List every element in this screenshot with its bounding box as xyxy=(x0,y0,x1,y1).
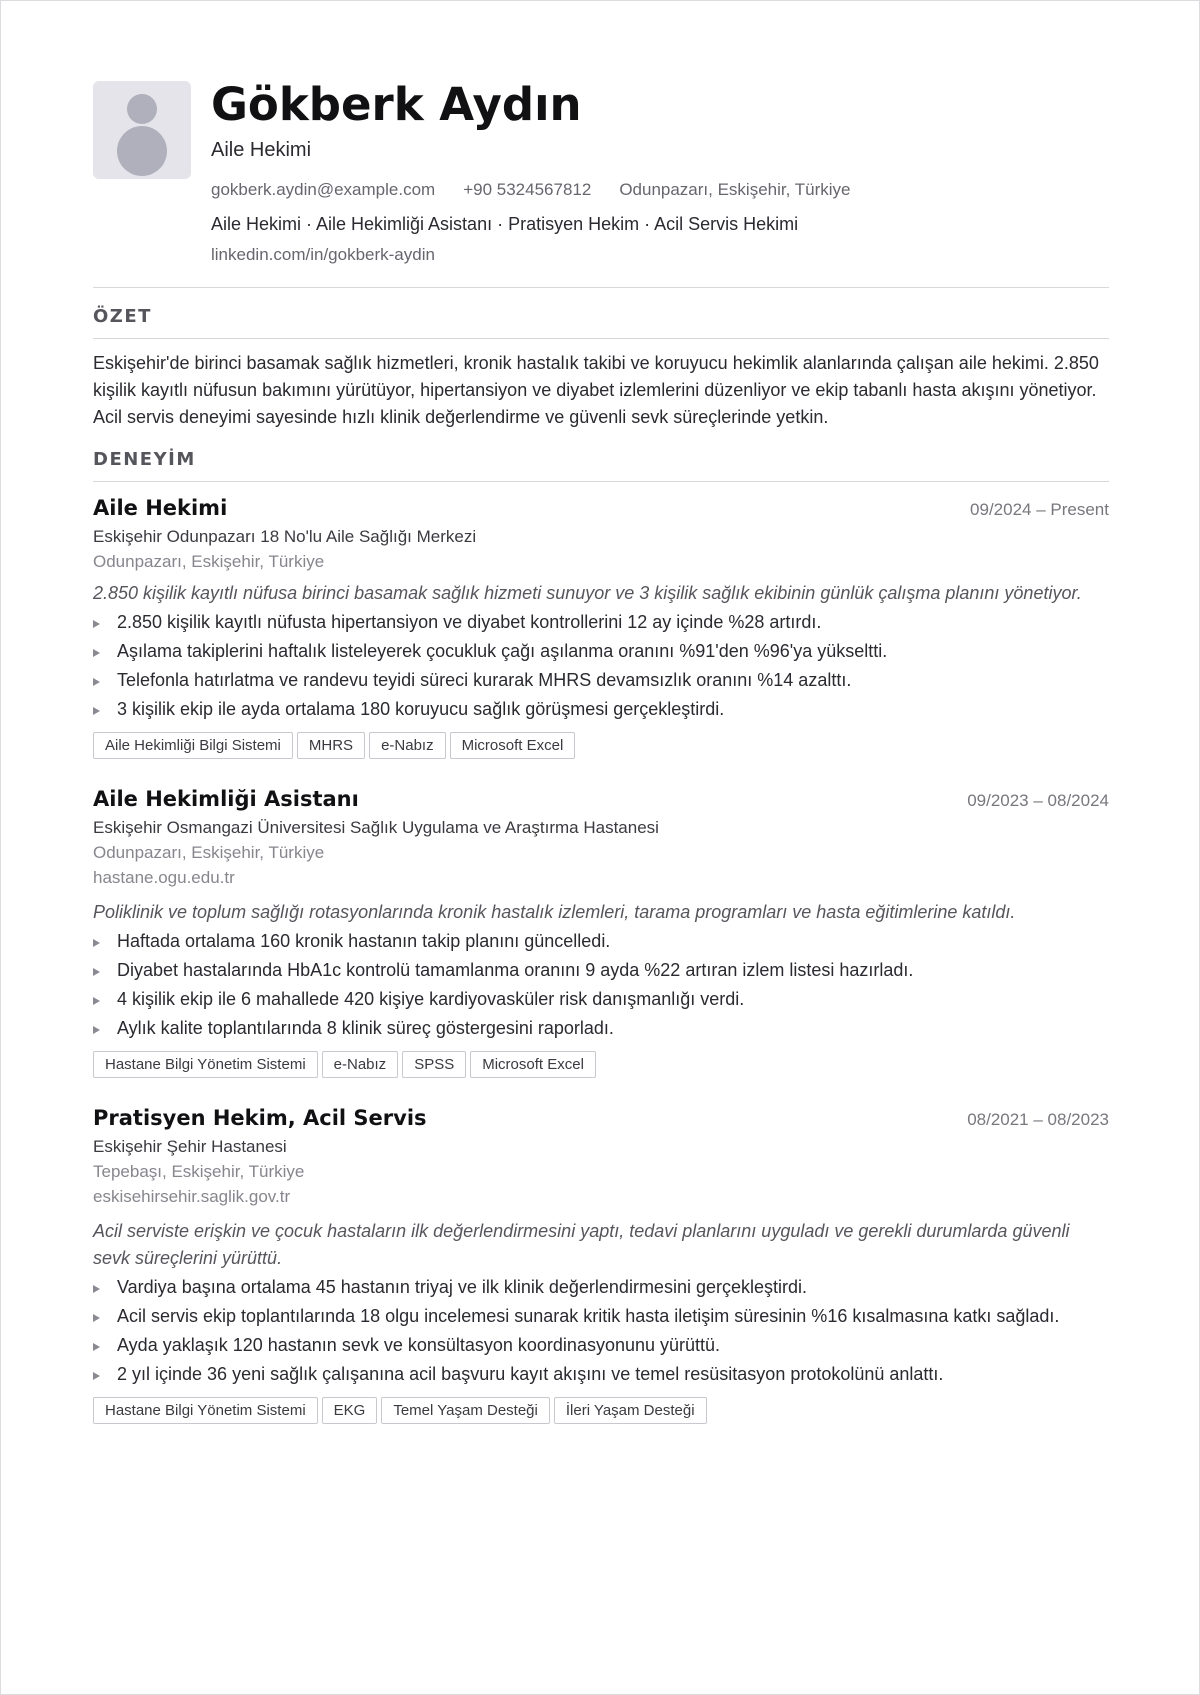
bullet-item: Aşılama takiplerini haftalık listeleyerek çocukluk çağı aşılanma oranını %91'den %96'ya yükseltti. xyxy=(93,638,1109,665)
bullet-item: 2 yıl içinde 36 yeni sağlık çalışanına acil başvuru kayıt akışını ve temel resüsitasyon protokolünü anlattı. xyxy=(93,1361,1109,1388)
bullet-item: Vardiya başına ortalama 45 hastanın triyaj ve ilk klinik değerlendirmesini gerçekleştirdi. xyxy=(93,1274,1109,1301)
skill-tag: e-Nabız xyxy=(322,1051,399,1078)
job-date: 09/2023 – 08/2024 xyxy=(967,791,1109,810)
linkedin-link[interactable]: linkedin.com/in/gokberk-aydin xyxy=(211,245,435,264)
bullet-item: Diyabet hastalarında HbA1c kontrolü tamamlanma oranını 9 ayda %22 artıran izlem listesi hazırladı. xyxy=(93,957,1109,984)
job-date: 09/2024 – Present xyxy=(970,500,1109,519)
job-description: Poliklinik ve toplum sağlığı rotasyonlarında kronik hastalık izlemleri, tarama programları ve hasta eğitimlerine katıldı. xyxy=(93,902,1016,922)
summary-text: Eskişehir'de birinci basamak sağlık hizmetleri, kronik hastalık takibi ve koruyucu hekimlik alanlarında çalışan aile hekimi. 2.850 kişilik kayıtlı nüfusun bakımını yürütüyor, hipertansiyon ve diyabet izlemlerini düzenliyor ve ekip tabanlı hasta akışını yönetiyor. Acil servis deneyimi sayesinde hızlı klinik değerlendirme ve güvenli sevk süreçlerinde yetkin. xyxy=(93,353,1099,427)
job-location: Tepebaşı, Eskişehir, Türkiye xyxy=(93,1162,305,1181)
job-description: Acil serviste erişkin ve çocuk hastaların ilk değerlendirmesini yaptı, tedavi planlarını uyguladı ve gerekli durumlarda güvenli sevk süreçlerini yürüttü. xyxy=(93,1221,1070,1268)
skill-tag: MHRS xyxy=(297,732,365,759)
skill-tag: EKG xyxy=(322,1397,378,1424)
skill-tag: Hastane Bilgi Yönetim Sistemi xyxy=(93,1051,318,1078)
bullet-item: 2.850 kişilik kayıtlı nüfusta hipertansiyon ve diyabet kontrollerini 12 ay içinde %28 artırdı. xyxy=(93,609,1109,636)
job-entry xyxy=(93,494,1109,759)
job-employer: Eskişehir Şehir Hastanesi xyxy=(93,1137,287,1156)
location-text: Odunpazarı, Eskişehir, Türkiye xyxy=(619,180,851,199)
person-name: Gökberk Aydın xyxy=(211,78,582,131)
bullet-triangle-icon xyxy=(93,649,100,657)
skill-tag: e-Nabız xyxy=(369,732,446,759)
bullet-triangle-icon xyxy=(93,1372,100,1380)
bullet-item: Telefonla hatırlatma ve randevu teyidi süreci kurarak MHRS devamsızlık oranını %14 azalttı. xyxy=(93,667,1109,694)
job-title: Pratisyen Hekim, Acil Servis xyxy=(93,1106,427,1130)
job-location: Odunpazarı, Eskişehir, Türkiye xyxy=(93,552,325,571)
bullet-triangle-icon xyxy=(93,1285,100,1293)
bullet-triangle-icon xyxy=(93,939,100,947)
skill-tag: Aile Hekimliği Bilgi Sistemi xyxy=(93,732,293,759)
job-bullets xyxy=(93,928,1109,1042)
skill-tag: Hastane Bilgi Yönetim Sistemi xyxy=(93,1397,318,1424)
header-info xyxy=(211,79,1109,266)
avatar xyxy=(93,81,191,179)
resume-page xyxy=(1,1,1200,1695)
bullet-triangle-icon xyxy=(93,1314,100,1322)
bullet-triangle-icon xyxy=(93,620,100,628)
person-title: Aile Hekimi xyxy=(211,139,312,161)
job-employer: Eskişehir Osmangazi Üniversitesi Sağlık Uygulama ve Araştırma Hastanesi xyxy=(93,818,659,837)
job-entry xyxy=(93,1104,1109,1424)
job-entry xyxy=(93,785,1109,1078)
job-bullets xyxy=(93,1274,1109,1388)
skill-tag: SPSS xyxy=(402,1051,466,1078)
header-divider xyxy=(93,287,1109,288)
job-employer: Eskişehir Odunpazarı 18 No'lu Aile Sağlığı Merkezi xyxy=(93,527,477,546)
bullet-triangle-icon xyxy=(93,1343,100,1351)
job-title: Aile Hekimi xyxy=(93,496,228,520)
skill-tag: İleri Yaşam Desteği xyxy=(554,1397,707,1424)
job-location: Odunpazarı, Eskişehir, Türkiye xyxy=(93,843,325,862)
bullet-item: Acil servis ekip toplantılarında 18 olgu incelemesi sunarak kritik hasta iletişim süresinin %16 kısalmasına katkı sağladı. xyxy=(93,1303,1109,1330)
skill-tags xyxy=(93,1051,1109,1078)
email-link[interactable]: gokberk.aydin@example.com xyxy=(211,180,436,199)
bullet-item: 4 kişilik ekip ile 6 mahallede 420 kişiye kardiyovasküler risk danışmanlığı verdi. xyxy=(93,986,1109,1013)
bullet-triangle-icon xyxy=(93,707,100,715)
bullet-item: Haftada ortalama 160 kronik hastanın takip planını güncelledi. xyxy=(93,928,1109,955)
bullet-item: Ayda yaklaşık 120 hastanın sevk ve konsültasyon koordinasyonunu yürüttü. xyxy=(93,1332,1109,1359)
bullet-triangle-icon xyxy=(93,678,100,686)
bullet-item: Aylık kalite toplantılarında 8 klinik süreç göstergesini raporladı. xyxy=(93,1015,1109,1042)
skill-tags xyxy=(93,1397,1109,1424)
job-bullets xyxy=(93,609,1109,723)
experience-divider xyxy=(93,481,1109,482)
skill-tag: Microsoft Excel xyxy=(470,1051,596,1078)
resume-header xyxy=(93,79,1109,266)
bullet-triangle-icon xyxy=(93,997,100,1005)
bullet-triangle-icon xyxy=(93,1026,100,1034)
roles-line: Aile Hekimi · Aile Hekimliği Asistanı · Pratisyen Hekim · Acil Servis Hekimi xyxy=(211,214,799,234)
job-title: Aile Hekimliği Asistanı xyxy=(93,787,359,811)
job-description: 2.850 kişilik kayıtlı nüfusa birinci basamak sağlık hizmeti sunuyor ve 3 kişilik sağlık ekibinin günlük çalışma planını yönetiyor. xyxy=(93,583,1082,603)
summary-heading: ÖZET xyxy=(93,306,152,327)
experience-heading: DENEYİM xyxy=(93,449,196,470)
skill-tag: Microsoft Excel xyxy=(450,732,576,759)
phone-number: +90 5324567812 xyxy=(463,180,592,199)
bullet-triangle-icon xyxy=(93,968,100,976)
job-website-link[interactable]: hastane.ogu.edu.tr xyxy=(93,868,235,887)
skill-tags xyxy=(93,732,1109,759)
summary-divider xyxy=(93,338,1109,339)
bullet-item: 3 kişilik ekip ile ayda ortalama 180 koruyucu sağlık görüşmesi gerçekleştirdi. xyxy=(93,696,1109,723)
contact-row xyxy=(211,179,1109,201)
job-website-link[interactable]: eskisehirsehir.saglik.gov.tr xyxy=(93,1187,291,1206)
skill-tag: Temel Yaşam Desteği xyxy=(381,1397,550,1424)
job-date: 08/2021 – 08/2023 xyxy=(967,1110,1109,1129)
